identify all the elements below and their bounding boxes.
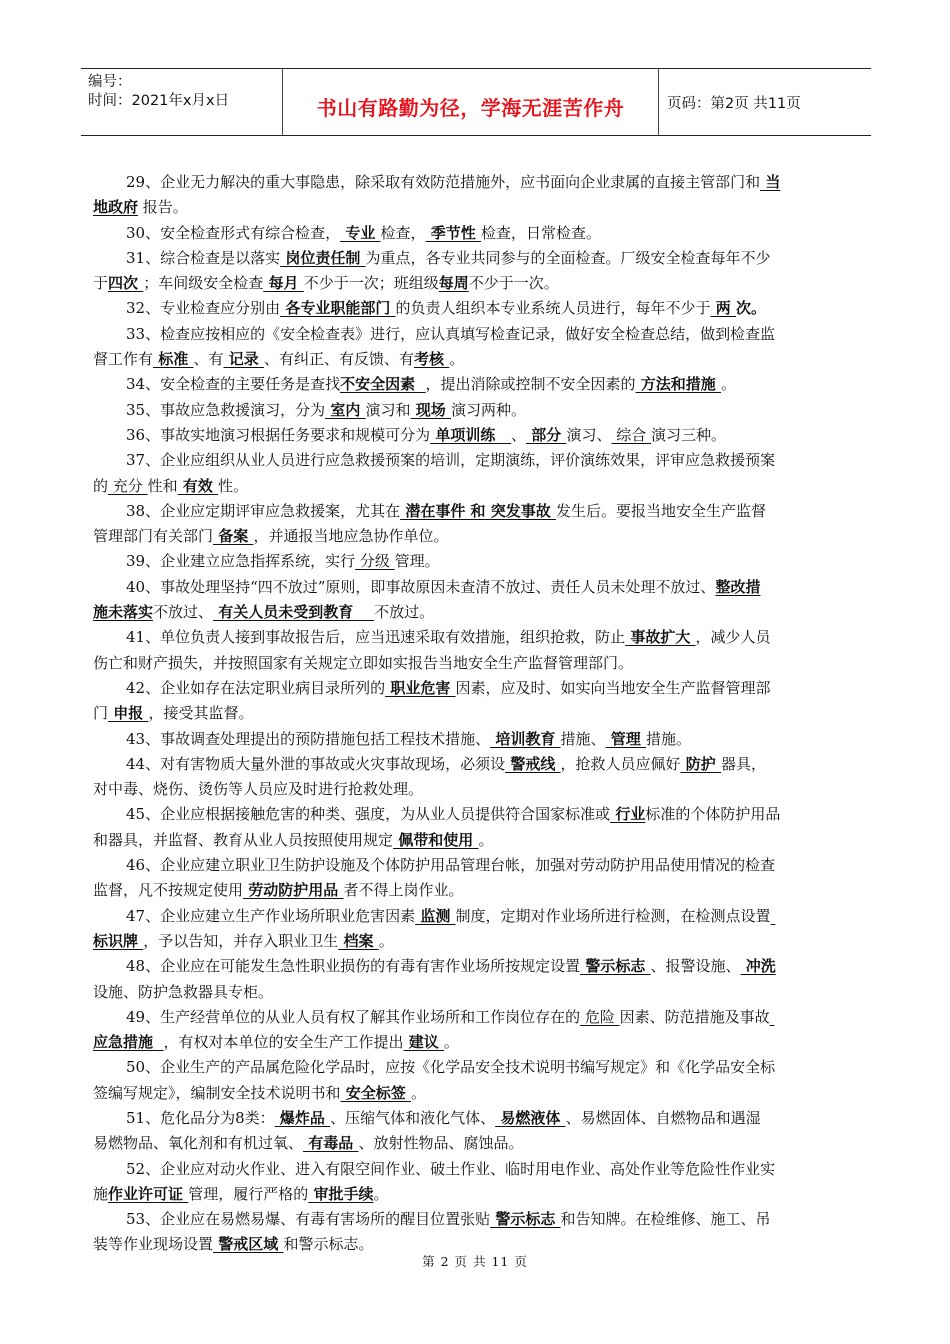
text-line bbox=[93, 651, 855, 676]
text-line bbox=[93, 474, 855, 499]
answer-blank: 现场 bbox=[410, 400, 452, 419]
text-segment: 因素，应及时、如实向当地安全生产监督管理部 bbox=[455, 678, 771, 697]
text-segment: 34、安全检查的主要任务是查找 bbox=[126, 375, 341, 394]
answer-blank bbox=[771, 907, 776, 925]
text-segment: 52、企业应对动火作业、进入有限空间作业、破土作业、临时用电作业、高处作业等危险性作业实 bbox=[126, 1159, 776, 1178]
text-segment: 。 bbox=[721, 375, 737, 394]
answer-blank: 两 bbox=[710, 299, 737, 318]
text-segment: 不少于一次；班组级 bbox=[303, 274, 439, 293]
text-line bbox=[93, 271, 855, 296]
text-line bbox=[93, 448, 855, 473]
text-line bbox=[93, 853, 855, 878]
text-line bbox=[93, 777, 855, 802]
page-header bbox=[81, 68, 871, 136]
text-segment: 、有 bbox=[193, 350, 224, 369]
answer-blank: 管理 bbox=[605, 729, 647, 748]
text-line bbox=[93, 1081, 855, 1106]
text-segment: 43、事故调查处理提出的预防措施包括工程技术措施、 bbox=[126, 729, 491, 748]
text-line bbox=[93, 727, 855, 752]
answer-blank: 有毒品 bbox=[303, 1134, 359, 1153]
text-line bbox=[93, 170, 855, 195]
text-segment: 不放过。 bbox=[374, 603, 435, 622]
answer-blank: 爆炸品 bbox=[274, 1108, 331, 1127]
answer-blank: 潜在事件 和 突发事故 bbox=[400, 501, 556, 520]
text-segment: 29、企业无力解决的重大事隐患，除采取有效防范措施外，应书面向企业隶属的直接主管部门和 bbox=[126, 173, 761, 191]
text-segment: 38、企业应定期评审应急救援案，尤其在 bbox=[126, 501, 401, 520]
text-line bbox=[93, 1182, 855, 1207]
text-segment: 对中毒、烧伤、烫伤等人员应及时进行抢救处理。 bbox=[93, 780, 424, 799]
document-body bbox=[93, 170, 855, 1258]
answer-blank: 每周 bbox=[438, 274, 469, 293]
text-segment: 器具， bbox=[721, 754, 767, 773]
text-segment: 51、危化品分为8类： bbox=[126, 1108, 275, 1127]
text-segment: 、放射性物品、腐蚀品。 bbox=[358, 1134, 524, 1153]
answer-blank: 职业危害 bbox=[385, 678, 456, 697]
text-segment: 。 bbox=[378, 931, 394, 950]
text-segment: 为重点，各专业共同参与的全面检查。厂级安全检查每年不少 bbox=[365, 248, 771, 267]
text-line bbox=[93, 195, 855, 220]
text-segment: 于 bbox=[93, 274, 109, 293]
text-segment: ；车间级安全检查 bbox=[143, 274, 264, 293]
answer-blank: 作业许可证 bbox=[108, 1184, 189, 1203]
text-line bbox=[93, 575, 855, 600]
answer-blank: 地政府 bbox=[93, 198, 139, 217]
text-segment: ，有权对本单位的安全生产工作提出 bbox=[163, 1033, 404, 1052]
answer-blank: 考核 bbox=[413, 350, 450, 369]
answer-blank: 应急措施 bbox=[93, 1033, 164, 1052]
text-segment: 检查， bbox=[380, 223, 426, 242]
text-line bbox=[93, 423, 855, 448]
text-line bbox=[93, 878, 855, 903]
text-line bbox=[93, 625, 855, 650]
text-segment: 32、专业检查应分别由 bbox=[126, 299, 281, 318]
answer-blank: 警示标志 bbox=[580, 957, 651, 976]
text-segment: 标准的个体防护用品 bbox=[645, 805, 781, 824]
answer-blank: 档案 bbox=[338, 931, 379, 950]
text-segment: 和警示标志。 bbox=[283, 1235, 374, 1254]
text-line bbox=[93, 904, 855, 929]
answer-blank: 充分 bbox=[108, 476, 148, 495]
text-line bbox=[93, 1131, 855, 1156]
text-segment: 53、企业应在易燃易爆、有毒有害场所的醒目位置张贴 bbox=[126, 1210, 491, 1229]
answer-blank: 建议 bbox=[403, 1033, 444, 1052]
text-line bbox=[93, 221, 855, 246]
text-line bbox=[93, 701, 855, 726]
text-segment: 门 bbox=[93, 704, 109, 723]
answer-blank: 防护 bbox=[680, 754, 722, 773]
text-segment: 和器具，并监督、教育从业人员按照使用规定 bbox=[93, 830, 394, 849]
text-segment: 措施、 bbox=[560, 729, 606, 748]
text-line bbox=[93, 1207, 855, 1232]
text-line bbox=[93, 802, 855, 827]
text-segment: 报告。 bbox=[138, 198, 188, 217]
answer-blank: 劳动防护用品 bbox=[243, 881, 344, 900]
text-line bbox=[93, 246, 855, 271]
answer-blank: 单项训练 bbox=[430, 425, 511, 444]
text-segment: ，并通报当地应急协作单位。 bbox=[253, 527, 449, 546]
answer-blank: 记录 bbox=[223, 350, 264, 369]
text-segment: 演习三种。 bbox=[651, 425, 727, 444]
text-segment: 。 bbox=[373, 1184, 389, 1203]
text-line bbox=[93, 322, 855, 347]
answer-blank: 申报 bbox=[108, 704, 149, 723]
text-segment: 48、企业应在可能发生急性职业损伤的有毒有害作业场所按规定设置 bbox=[126, 957, 581, 976]
text-line bbox=[93, 676, 855, 701]
text-line bbox=[93, 347, 855, 372]
text-line bbox=[93, 549, 855, 574]
header-motto-cell bbox=[283, 69, 659, 135]
answer-blank: 警示标志 bbox=[490, 1210, 561, 1229]
text-segment: 。 bbox=[443, 1033, 459, 1052]
answer-blank: 有关人员未受到教育 bbox=[213, 603, 375, 622]
text-segment: 50、企业生产的产品属危险化学品时，应按《化学品安全技术说明书编写规定》和《化学品安全标 bbox=[126, 1058, 776, 1077]
text-segment: 制度，定期对作业场所进行检测，在检测点设置 bbox=[455, 906, 771, 925]
answer-blank: 监测 bbox=[415, 906, 456, 925]
text-segment: 、有纠正、有反馈、有 bbox=[263, 350, 414, 369]
answer-blank: 季节性 bbox=[425, 223, 482, 242]
answer-blank: 易燃液体 bbox=[495, 1108, 566, 1127]
text-segment: 41、单位负责人接到事故报告后，应当迅速采取有效措施，组织抢救，防止 bbox=[126, 628, 626, 647]
text-segment: 管理。 bbox=[394, 552, 440, 571]
page-label: 页码：第2页 共11页 bbox=[667, 95, 801, 112]
answer-blank: 当 bbox=[760, 173, 781, 191]
text-segment: 装等作业现场设置 bbox=[93, 1235, 214, 1254]
page-footer: 第 2 页 共 11 页 bbox=[422, 1254, 528, 1269]
text-segment: 不放过、 bbox=[153, 603, 214, 622]
text-segment: 37、企业应组织从业人员进行应急救援预案的培训，定期演练，评价演练效果，评审应急救援预案 bbox=[126, 451, 776, 470]
text-line bbox=[93, 752, 855, 777]
text-segment: 、压缩气体和液化气体、 bbox=[330, 1108, 496, 1127]
answer-blank: 备案 bbox=[213, 527, 254, 546]
text-line bbox=[93, 524, 855, 549]
text-line bbox=[93, 828, 855, 853]
text-segment: 性。 bbox=[218, 476, 249, 495]
text-segment: ，予以告知，并存入职业卫生 bbox=[143, 931, 339, 950]
header-meta bbox=[81, 69, 283, 135]
text-segment: 设施、防护急救器具专柜。 bbox=[93, 982, 274, 1001]
text-segment: 检查，日常检查。 bbox=[481, 223, 602, 242]
text-segment: 33、检查应按相应的《安全检查表》进行，应认真填写检查记录，做好安全检查总结，做到检查监 bbox=[126, 324, 776, 343]
text-segment: ，提出消除或控制不安全因素的 bbox=[425, 375, 636, 394]
text-segment: 施 bbox=[93, 1184, 109, 1203]
answer-blank: 部分 bbox=[526, 425, 567, 444]
text-segment: 40、事故处理坚持“四不放过”原则，即事故原因未查清不放过、责任人员未处理不放过、 bbox=[126, 577, 716, 596]
text-segment: 。 bbox=[449, 350, 465, 369]
answer-blank: 佩带和使用 bbox=[393, 830, 479, 849]
text-segment: 的负责人组织本专业系统人员进行，每年不少于 bbox=[395, 299, 711, 318]
answer-blank: 标准 bbox=[153, 350, 194, 369]
answer-blank: 施未落实 bbox=[93, 603, 154, 622]
answer-blank: 专业 bbox=[340, 223, 381, 242]
text-segment: 31、综合检查是以落实 bbox=[126, 248, 281, 267]
answer-blank: 各专业职能部门 bbox=[280, 299, 396, 318]
text-segment: 不少于一次。 bbox=[468, 274, 559, 293]
text-segment: 管理，履行严格的 bbox=[188, 1184, 309, 1203]
text-segment: 易燃物品、氧化剂和有机过氧、 bbox=[93, 1134, 304, 1153]
answer-blank bbox=[770, 1008, 775, 1026]
text-segment: 伤亡和财产损失，并按照国家有关规定立即如实报告当地安全生产监督管理部门。 bbox=[93, 653, 634, 672]
text-segment: 35、事故应急救援演习，分为 bbox=[126, 400, 326, 419]
text-line bbox=[93, 1005, 855, 1030]
answer-blank: 警戒区域 bbox=[213, 1235, 284, 1254]
answer-blank: 培训教育 bbox=[490, 729, 561, 748]
answer-blank: 危险 bbox=[580, 1007, 620, 1026]
answer-blank: 审批手续 bbox=[308, 1184, 374, 1203]
text-line bbox=[93, 1030, 855, 1055]
text-segment: 督工作有 bbox=[93, 350, 154, 369]
answer-blank: 冲洗 bbox=[740, 957, 776, 976]
answer-blank: 岗位责任制 bbox=[280, 248, 366, 267]
text-line bbox=[93, 1157, 855, 1182]
text-segment: 。 bbox=[410, 1083, 426, 1102]
text-segment: ，抢救人员应佩好 bbox=[560, 754, 681, 773]
text-line bbox=[93, 398, 855, 423]
text-line bbox=[93, 372, 855, 397]
answer-blank: 行业 bbox=[610, 805, 646, 824]
answer-blank: 不安全因素 bbox=[340, 375, 426, 394]
text-segment: 、易燃固体、自燃物品和遇湿 bbox=[565, 1108, 761, 1127]
text-line bbox=[93, 1106, 855, 1131]
text-line bbox=[93, 1055, 855, 1080]
text-line bbox=[93, 499, 855, 524]
text-segment: 因素、防范措施及事故 bbox=[619, 1007, 770, 1026]
text-segment: 措施。 bbox=[646, 729, 692, 748]
text-segment: 49、生产经营单位的从业人员有权了解其作业场所和工作岗位存在的 bbox=[126, 1007, 581, 1026]
answer-blank: 室内 bbox=[325, 400, 366, 419]
answer-blank: 分级 bbox=[355, 552, 395, 571]
answer-blank: 整改措 bbox=[715, 577, 761, 596]
text-segment: 的 bbox=[93, 476, 109, 495]
text-line bbox=[93, 980, 855, 1005]
text-segment: 36、事故实地演习根据任务要求和规模可分为 bbox=[126, 425, 431, 444]
text-segment: 47、企业应建立生产作业场所职业危害因素 bbox=[126, 906, 416, 925]
text-segment: 演习两种。 bbox=[451, 400, 527, 419]
text-segment: 管理部门有关部门 bbox=[93, 527, 214, 546]
text-line bbox=[93, 929, 855, 954]
header-page-cell bbox=[659, 69, 871, 135]
text-segment: 、 bbox=[510, 425, 526, 444]
answer-blank: 每月 bbox=[263, 274, 304, 293]
answer-blank: 标识牌 bbox=[93, 931, 144, 950]
text-segment: 次。 bbox=[736, 299, 767, 318]
text-segment: 46、企业应建立职业卫生防护设施及个体防护用品管理台帐，加强对劳动防护用品使用情况的检查 bbox=[126, 856, 776, 875]
text-segment: 30、安全检查形式有综合检查， bbox=[126, 223, 341, 242]
text-line bbox=[93, 954, 855, 979]
text-segment: 者不得上岗作业。 bbox=[343, 881, 464, 900]
text-segment: 42、企业如存在法定职业病目录所列的 bbox=[126, 678, 386, 697]
text-segment: 演习和 bbox=[365, 400, 411, 419]
answer-blank: 安全标签 bbox=[340, 1083, 411, 1102]
answer-blank: 综合 bbox=[611, 425, 652, 444]
text-segment: 44、对有害物质大量外泄的事故或火灾事故现场，必须设 bbox=[126, 754, 506, 773]
answer-blank: 方法和措施 bbox=[635, 375, 722, 394]
text-segment: 39、企业建立应急指挥系统，实行 bbox=[126, 552, 356, 571]
answer-blank: 事故扩大 bbox=[625, 628, 696, 647]
text-segment: 45、企业应根据接触危害的种类、强度，为从业人员提供符合国家标准或 bbox=[126, 805, 611, 824]
text-line bbox=[93, 600, 855, 625]
text-segment: ，减少人员 bbox=[695, 628, 771, 647]
answer-blank: 四次 bbox=[108, 274, 144, 293]
text-segment: 和告知牌。在检维修、施工、吊 bbox=[560, 1210, 771, 1229]
text-segment: 。 bbox=[478, 830, 494, 849]
text-segment: 演习、 bbox=[566, 425, 612, 444]
text-segment: ，接受其监督。 bbox=[148, 704, 254, 723]
text-segment: 、报警设施、 bbox=[650, 957, 741, 976]
text-segment: 监督，凡不按规定使用 bbox=[93, 881, 244, 900]
answer-blank: 有效 bbox=[177, 476, 219, 495]
motto: 书山有路勤为径，学海无涯苦作舟 bbox=[316, 95, 625, 120]
code-label: 编号： bbox=[88, 74, 132, 90]
answer-blank: 警戒线 bbox=[505, 754, 561, 773]
text-line bbox=[93, 296, 855, 321]
text-segment: 发生后。要报当地安全生产监督 bbox=[555, 501, 766, 520]
text-segment: 签编写规定》，编制安全技术说明书和 bbox=[93, 1083, 341, 1102]
text-segment: 性和 bbox=[147, 476, 178, 495]
date-label: 时间：2021年x月x日 bbox=[88, 93, 230, 109]
